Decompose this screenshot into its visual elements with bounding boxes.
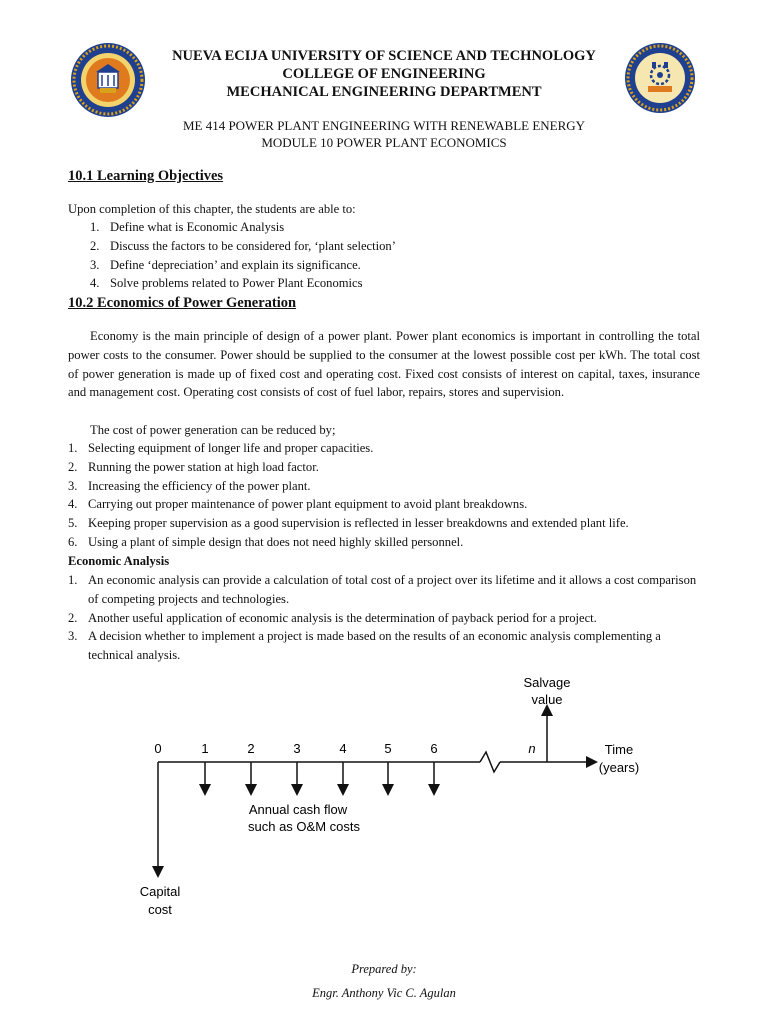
economic-analysis-list	[68, 571, 708, 665]
objectives-intro: Upon completion of this chapter, the students are able to:	[68, 202, 356, 216]
list-item-number: 5.	[68, 516, 78, 531]
period-label: 1	[201, 741, 209, 756]
timeline-break	[480, 752, 500, 772]
reduce-list	[68, 439, 708, 552]
list-item-number: 3.	[90, 257, 100, 272]
cashflow-label: Annual cash flow	[248, 802, 348, 817]
time-axis-label: Time	[604, 742, 634, 757]
objectives-list	[90, 218, 690, 293]
department-name: MECHANICAL ENGINEERING DEPARTMENT	[226, 84, 542, 100]
list-item	[90, 237, 690, 256]
list-item-text: Carrying out proper maintenance of power plant equipment to avoid plant breakdowns.	[88, 497, 528, 512]
list-item	[68, 477, 708, 496]
list-item-number: 2.	[90, 238, 100, 253]
author-name: Engr. Anthony Vic C. Agulan	[312, 986, 456, 1000]
salvage-label: Salvage	[523, 675, 571, 690]
cash-flow-diagram	[0, 660, 768, 930]
section-heading-economics: 10.2 Economics of Power Generation	[68, 295, 297, 311]
list-item-number: 1.	[68, 573, 78, 587]
capital-cost-label: Capital	[139, 884, 181, 899]
list-item-text: Another useful application of economic analysis is the determination of payback period for a project.	[88, 610, 597, 625]
period-label: 4	[339, 741, 347, 756]
list-item	[68, 609, 708, 628]
list-item-number: 3.	[68, 478, 78, 493]
period-label: 6	[430, 741, 438, 756]
period-label: 0	[154, 741, 162, 756]
list-item-text: Selecting equipment of longer life and proper capacities.	[88, 441, 374, 455]
college-name: COLLEGE OF ENGINEERING	[282, 66, 486, 82]
salvage-label: value	[531, 692, 563, 707]
list-item	[90, 274, 690, 293]
period-label: 5	[384, 741, 392, 756]
list-item-number: 2.	[68, 610, 78, 625]
list-item-number: 1.	[90, 220, 100, 234]
list-item-text: Keeping proper supervision as a good supervision is reflected in lesser breakdowns and extended plant life.	[88, 516, 629, 531]
list-item-number: 1.	[68, 441, 78, 455]
list-item	[68, 514, 708, 533]
list-item-text: An economic analysis can provide a calculation of total cost of a project over its lifetime and it allows a cost comparison of competing projects and technologies.	[88, 573, 697, 606]
list-item	[90, 256, 690, 275]
list-item	[68, 439, 708, 458]
list-item-number: 3.	[68, 629, 78, 644]
university-name: NUEVA ECIJA UNIVERSITY OF SCIENCE AND TECHNOLOGY	[172, 48, 596, 64]
list-item	[90, 218, 690, 237]
module-title: MODULE 10 POWER PLANT ECONOMICS	[261, 135, 507, 150]
list-item	[68, 458, 708, 477]
list-item	[68, 533, 708, 552]
list-item-text: Solve problems related to Power Plant Economics	[110, 276, 363, 291]
capital-cost-label: cost	[148, 902, 172, 917]
period-label: n	[528, 741, 536, 756]
list-item	[68, 571, 708, 609]
period-label: 2	[247, 741, 255, 756]
list-item-number: 4.	[90, 276, 100, 291]
economic-analysis-heading: Economic Analysis	[68, 554, 170, 568]
list-item-text: A decision whether to implement a project is made based on the results of an economic analysis complementing a technical analysis.	[88, 629, 661, 663]
list-item-text: Using a plant of simple design that does not need highly skilled personnel.	[88, 534, 464, 549]
list-item-text: Define ‘depreciation’ and explain its significance.	[110, 257, 361, 272]
economics-paragraph: Economy is the main principle of design of a power plant. Power plant economics is important in controlling the total power costs to the consumer. Power should be supplied to the consumer at the lowest possible cost per kWh. The total cost of power generation is made up of fixed cost and operating cost. Fixed cost consists of interest on capital, taxes, insurance and management cost. Operating cost consists of cost of fuel labor, repairs, stores and supervision.	[68, 329, 700, 400]
list-item-text: Increasing the efficiency of the power plant.	[88, 478, 311, 493]
cashflow-label: such as O&M costs	[248, 819, 360, 834]
section-heading-learning-objectives: 10.1 Learning Objectives	[68, 168, 224, 184]
list-item-number: 2.	[68, 459, 78, 474]
list-item-number: 4.	[68, 497, 78, 512]
list-item-text: Define what is Economic Analysis	[110, 220, 285, 234]
reduce-intro: The cost of power generation can be reduced by;	[90, 423, 336, 437]
time-axis-label: (years)	[598, 760, 640, 775]
list-item-number: 6.	[68, 534, 78, 549]
list-item	[68, 495, 708, 514]
period-label: 3	[293, 741, 301, 756]
prepared-by-label: Prepared by:	[351, 962, 417, 976]
course-title: ME 414 POWER PLANT ENGINEERING WITH RENEWABLE ENERGY	[182, 118, 586, 133]
list-item-text: Running the power station at high load factor.	[88, 459, 319, 474]
list-item-text: Discuss the factors to be considered for, ‘plant selection’	[110, 238, 396, 253]
